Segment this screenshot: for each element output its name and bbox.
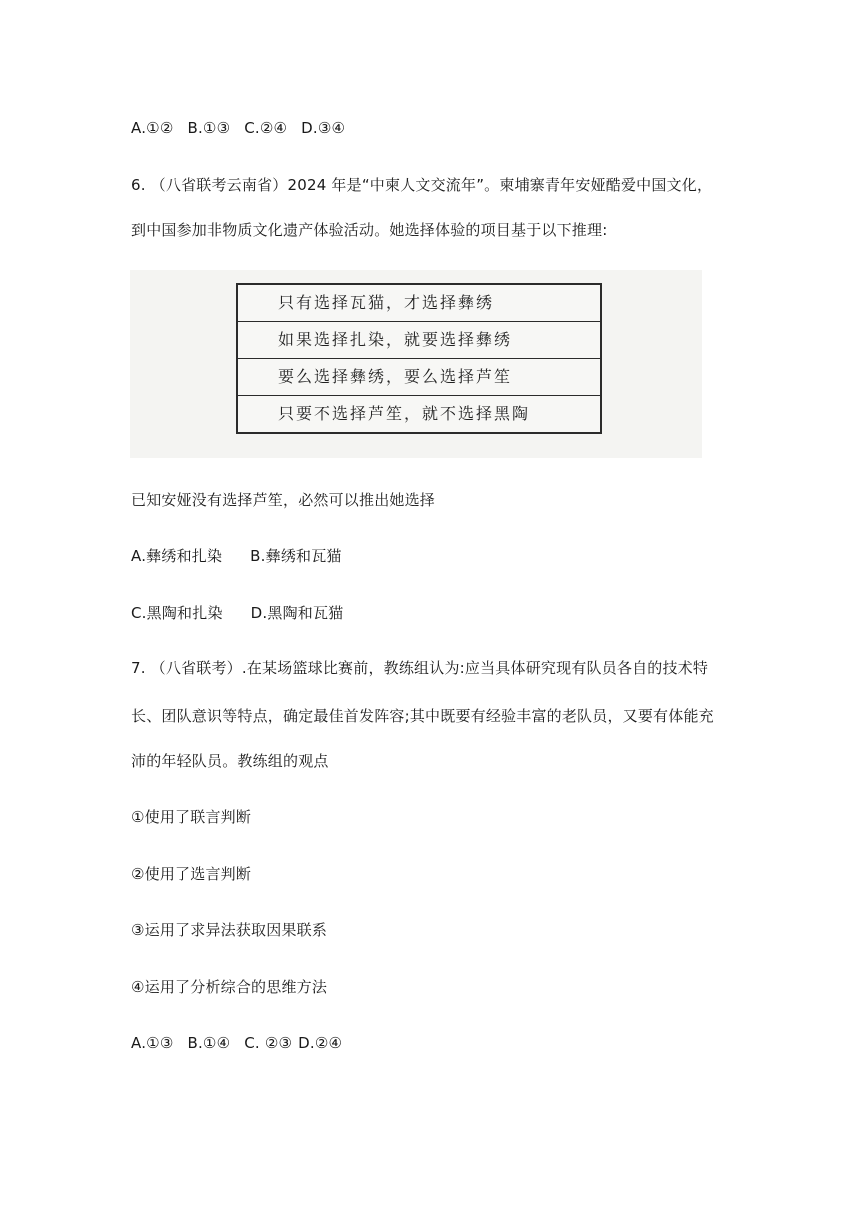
reasoning-row-3: 要么选择彝绣，要么选择芦笙 — [238, 359, 600, 396]
q5-option-c: C.②④ — [244, 119, 288, 137]
q6-stem-line-2: 到中国参加非物质文化遗产体验活动。她选择体验的项目基于以下推理: — [131, 221, 608, 239]
q6-option-c: C.黑陶和扎染 — [131, 604, 223, 622]
reasoning-row-4: 只要不选择芦笙，就不选择黑陶 — [278, 404, 531, 423]
q5-options — [131, 118, 345, 138]
q7-stem-line-2: 长、团队意识等特点，确定最佳首发阵容;其中既要有经验丰富的老队员，又要有体能充 — [131, 707, 714, 725]
q7-statement-3: ③运用了求异法获取因果联系 — [131, 921, 328, 939]
q5-option-a: A.①② — [131, 119, 174, 137]
q6-options-row-1 — [131, 546, 342, 566]
q7-option-a: A.①③ — [131, 1034, 174, 1052]
q5-option-b: B.①③ — [187, 119, 231, 137]
q7-option-b: B.①④ — [187, 1034, 231, 1052]
q6-option-b: B.彝绣和瓦猫 — [250, 547, 342, 565]
q7-stem-line-1: 7. （八省联考）.在某场篮球比赛前，教练组认为:应当具体研究现有队员各自的技术特 — [131, 659, 709, 677]
q6-options-row-2 — [131, 603, 343, 623]
q7-option-d: D.②④ — [298, 1034, 343, 1052]
q6-stem-line-1: 6. （八省联考云南省）2024 年是“中柬人文交流年”。柬埔寨青年安娅酷爱中国文化， — [131, 176, 713, 194]
reasoning-row-1: 只有选择瓦猫，才选择彝绣 — [238, 285, 600, 322]
q7-options — [131, 1033, 342, 1053]
q6-reasoning-figure — [130, 270, 702, 458]
q6-question: 已知安娅没有选择芦笙，必然可以推出她选择 — [131, 491, 436, 509]
q7-statement-1: ①使用了联言判断 — [131, 808, 252, 826]
q6-option-d: D.黑陶和瓦猫 — [250, 604, 344, 622]
q7-statement-2: ②使用了选言判断 — [131, 865, 252, 883]
q7-stem-line-3: 沛的年轻队员。教练组的观点 — [131, 752, 329, 770]
reasoning-table — [236, 283, 602, 434]
q5-option-d: D.③④ — [301, 119, 346, 137]
q7-statement-4: ④运用了分析综合的思维方法 — [131, 978, 328, 996]
reasoning-row-2: 如果选择扎染，就要选择彝绣 — [238, 322, 600, 359]
q7-option-c: C. ②③ — [244, 1034, 293, 1052]
q6-option-a: A.彝绣和扎染 — [131, 547, 223, 565]
